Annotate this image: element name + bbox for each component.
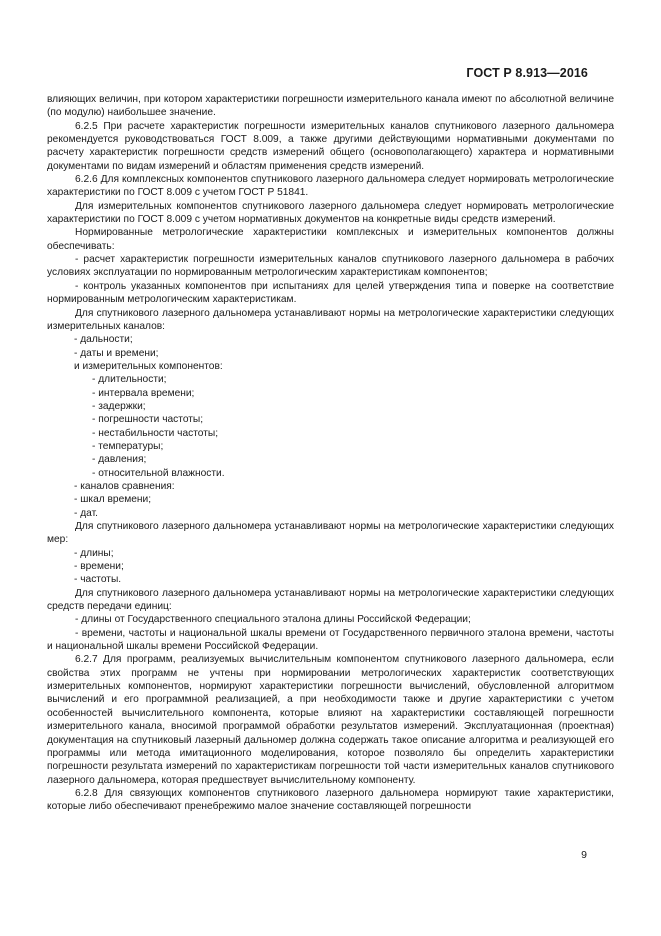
- list-item: - длины;: [74, 547, 114, 559]
- list-item: - расчет характеристик погрешности измерительных каналов спутникового лазерного дальномера в рабочих условиях эксплуатации по нормированным метрологическим характеристикам компонентов;: [47, 254, 614, 279]
- list-item: - дальности;: [74, 334, 133, 346]
- paragraph: Для спутникового лазерного дальномера устанавливают нормы на метрологические характеристики следующих мер:: [47, 521, 614, 546]
- paragraph: Для спутникового лазерного дальномера устанавливают нормы на метрологические характеристики следующих средств передачи единиц:: [47, 587, 614, 613]
- list-item: - интервала времени;: [92, 387, 195, 399]
- clause-6-2-8: 6.2.8 Для связующих компонентов спутникового лазерного дальномера нормируют такие характеристики, которые либо обеспечивают пренебрежимо малое значение составляющей погрешности: [47, 787, 614, 813]
- paragraph: и измерительных компонентов:: [74, 360, 223, 372]
- list-item: - времени, частоты и национальной шкалы времени от Государственного первичного эталона времени, частоты и национальной шкалы времени Российской Федерации.: [47, 627, 614, 653]
- list-item: - давления;: [92, 454, 147, 466]
- clause-6-2-6: 6.2.6 Для комплексных компонентов спутникового лазерного дальномера следует нормировать метрологические характеристики по ГОСТ 8.009 с учетом ГОСТ Р 51841.: [47, 174, 614, 199]
- list-item: - даты и времени;: [74, 347, 159, 359]
- list-item: - времени;: [74, 561, 124, 573]
- paragraph: влияющих величин, при котором характеристики погрешности измерительного канала имеют по абсолютной величине (по модулю) наибольшее значение.: [47, 94, 614, 119]
- page-number: 9: [581, 849, 587, 861]
- list-item: - погрешности частоты;: [92, 414, 204, 426]
- list-item: - относительной влажности.: [92, 467, 225, 479]
- list-item: - длины от Государственного специального эталона длины Российской Федерации;: [75, 614, 471, 626]
- list-item: - задержки;: [92, 400, 146, 412]
- document-code: ГОСТ Р 8.913—2016: [466, 66, 588, 80]
- paragraph: Для измерительных компонентов спутникового лазерного дальномера следует нормировать метрологические характеристики по ГОСТ 8.009 с учетом нормативных документов на конкретные виды средств измерений.: [47, 200, 614, 226]
- list-item: - каналов сравнения:: [74, 480, 175, 492]
- list-item: - температуры;: [92, 440, 164, 452]
- document-body: [47, 93, 614, 814]
- list-item: - нестабильности частоты;: [92, 427, 219, 439]
- list-item: - шкал времени;: [74, 494, 152, 506]
- clause-6-2-5: 6.2.5 При расчете характеристик погрешности измерительных каналов спутникового лазерного дальномера рекомендуется руководствоваться ГОСТ 8.009, а также другими действующими нормативными документами по расчету характеристик погрешности средств измерений общего (основополагающего) характера и нормативными документами по видам измерений и областям применения средств измерений.: [47, 120, 614, 172]
- paragraph: Для спутникового лазерного дальномера устанавливают нормы на метрологические характеристики следующих измерительных каналов:: [47, 307, 614, 332]
- list-item: - дат.: [74, 507, 98, 519]
- list-item: - частоты.: [74, 574, 122, 586]
- paragraph: Нормированные метрологические характеристики комплексных и измерительных компонентов должны обеспечивать:: [47, 227, 614, 252]
- list-item: - длительности;: [92, 374, 167, 386]
- list-item: - контроль указанных компонентов при испытаниях для целей утверждения типа и поверке на соответствие нормированным метрологическим характеристикам.: [47, 280, 614, 306]
- clause-6-2-7: 6.2.7 Для программ, реализуемых вычислительным компонентом спутникового лазерного дальномера, если свойства этих программ не учтены при нормировании метрологических характеристик соответствующих измерительных компонентов, нормируют характеристики погрешности вычислений, обусловленной алгоритмом вычислений и его программной реализацией, а при необходимости также и другие характеристики с учетом особенностей вычислительного компонента, которые влияют на характеристики составляющей погрешности измерительного канала, вносимой программой обработки результатов измерений. Эксплуатационная (проектная) документация на спутниковый лазерный дальномер должна содержать такое описание алгоритма и реализующей его программы или метода имитационного моделирования, которое позволяло бы определить характеристики погрешности результата измерений по характеристикам погрешности той части измерительных каналов спутникового лазерного дальномера, которая предшествует вычислительному компоненту.: [47, 654, 614, 786]
